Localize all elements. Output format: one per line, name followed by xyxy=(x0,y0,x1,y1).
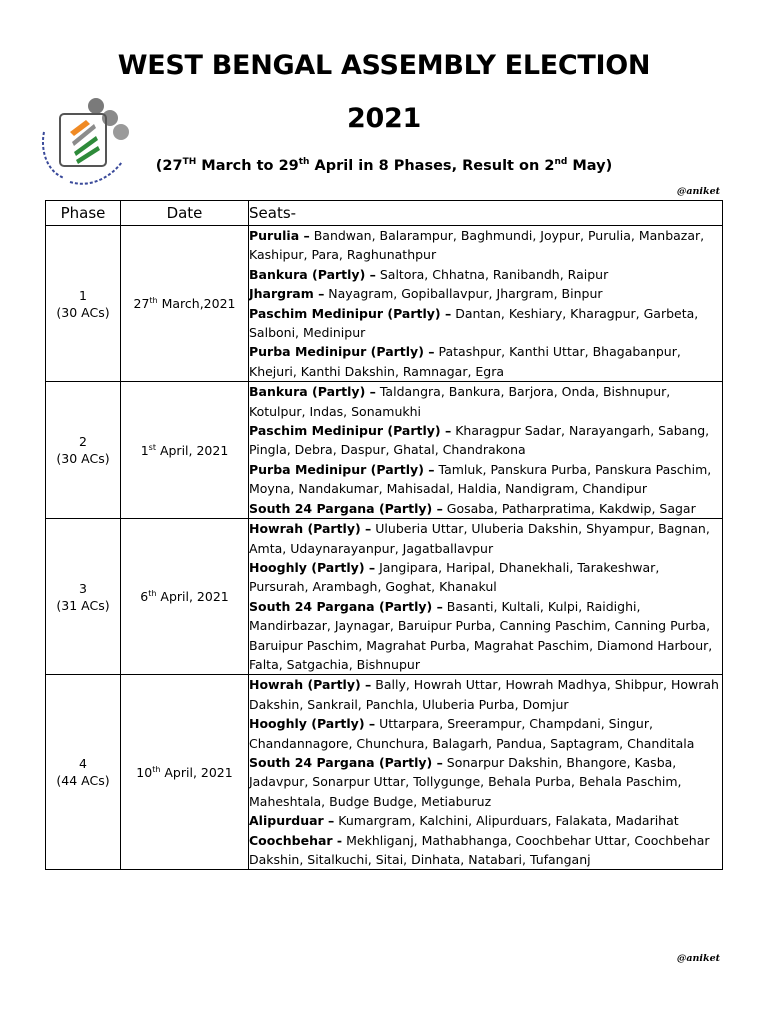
district-name: South 24 Pargana (Partly) – xyxy=(249,500,443,516)
schedule-summary: (27TH March to 29th April in 8 Phases, Result on 2nd May) xyxy=(155,157,613,174)
district-name: Howrah (Partly) – xyxy=(249,677,372,693)
seat-group xyxy=(249,714,722,753)
constituency-list: Taldangra, Bankura, Barjora, Onda, Bishnupur, Kotulpur, Indas, Sonamukhi xyxy=(249,384,671,419)
author-credit: @aniket xyxy=(676,186,720,197)
column-header-seats: Seats- xyxy=(249,201,723,226)
table-row xyxy=(46,675,723,870)
phase-cell xyxy=(46,382,121,519)
constituency-list: Bandwan, Balarampur, Baghmundi, Joypur, Purulia, Manbazar, Kashipur, Para, Raghunathpur xyxy=(249,228,705,263)
phase-cell xyxy=(46,226,121,382)
table-row xyxy=(46,519,723,675)
phase-cell xyxy=(46,519,121,675)
seat-group xyxy=(249,499,722,518)
seat-group xyxy=(249,342,722,381)
date-day: 10 xyxy=(136,764,153,780)
district-name: Purba Medinipur (Partly) – xyxy=(249,344,435,360)
election-schedule-table xyxy=(45,200,723,870)
date-cell xyxy=(121,675,249,870)
date-cell xyxy=(121,519,249,675)
constituency-list: Uttarpara, Sreerampur, Champdani, Singur, Chandannagore, Chunchura, Balagarh, Pandua, Saptagram, Chanditala xyxy=(249,716,695,751)
seat-group xyxy=(249,558,722,597)
district-name: Howrah (Partly) – xyxy=(249,521,372,537)
page-title-year: 2021 xyxy=(347,103,421,134)
column-header-phase: Phase xyxy=(46,201,121,226)
constituency-list: Sonarpur Dakshin, Bhangore, Kasba, Jadavpur, Sonarpur Uttar, Tollygunge, Behala Purba, Behala Paschim, Maheshtala, Budge Budge, Metiaburuz xyxy=(249,754,682,809)
district-name: Hooghly (Partly) – xyxy=(249,716,376,732)
date-ordinal: th xyxy=(152,764,161,774)
seat-group xyxy=(249,597,722,675)
phase-number: 1 xyxy=(79,287,87,303)
date-ordinal: th xyxy=(149,296,158,306)
seat-group xyxy=(249,284,722,303)
seats-cell xyxy=(249,675,723,870)
district-name: Coochbehar - xyxy=(249,832,343,848)
district-name: Jhargram – xyxy=(249,286,325,302)
constituency-list: Patashpur, Kanthi Uttar, Bhagabanpur, Khejuri, Kanthi Dakshin, Ramnagar, Egra xyxy=(249,344,681,379)
seat-group xyxy=(249,753,722,811)
constituency-list: Tamluk, Panskura Purba, Panskura Paschim, Moyna, Nandakumar, Mahisadal, Haldia, Nandigram, Chandipur xyxy=(249,461,712,497)
constituency-list: Kumargram, Kalchini, Alipurduars, Falakata, Madarihat xyxy=(334,813,679,829)
column-header-date: Date xyxy=(121,201,249,226)
table-header-row xyxy=(46,201,723,226)
seats-cell xyxy=(249,519,723,675)
date-month-year: April, 2021 xyxy=(160,764,233,780)
seats-cell xyxy=(249,382,723,519)
constituency-list: Basanti, Kultali, Kulpi, Raidighi, Mandirbazar, Jaynagar, Baruipur Purba, Canning Paschim, Canning Purba, Baruipur Paschim, Magrahat Purba, Magrahat Paschim, Diamond Harbour, Falta, Satgachia, Bishnupur xyxy=(249,598,713,672)
district-name: Paschim Medinipur (Partly) – xyxy=(249,423,452,439)
date-day: 1 xyxy=(140,442,149,458)
author-credit-bottom: @aniket xyxy=(676,953,720,964)
seat-group xyxy=(249,382,722,421)
constituency-list: Dantan, Keshiary, Kharagpur, Garbeta, Salboni, Medinipur xyxy=(249,305,699,341)
district-name: Bankura (Partly) – xyxy=(249,384,376,400)
table-row xyxy=(46,226,723,382)
district-name: Hooghly (Partly) – xyxy=(249,559,376,575)
date-month-year: April, 2021 xyxy=(156,589,229,605)
phase-cell xyxy=(46,675,121,870)
seat-group xyxy=(249,811,722,830)
date-day: 27 xyxy=(133,296,150,312)
seat-group xyxy=(249,675,722,714)
date-cell xyxy=(121,382,249,519)
district-name: South 24 Pargana (Partly) – xyxy=(249,598,443,614)
seat-group xyxy=(249,460,722,499)
seats-cell xyxy=(249,226,723,382)
phase-number: 3 xyxy=(79,580,87,596)
date-ordinal: th xyxy=(148,589,157,599)
seat-group xyxy=(249,226,722,265)
phase-number: 2 xyxy=(79,434,87,450)
district-name: Purulia – xyxy=(249,228,310,243)
date-ordinal: st xyxy=(148,442,156,452)
constituency-list: Jangipara, Haripal, Dhanekhali, Tarakeshwar, Pursurah, Arambagh, Goghat, Khanakul xyxy=(249,559,660,595)
district-name: South 24 Pargana (Partly) – xyxy=(249,754,443,770)
district-name: Alipurduar – xyxy=(249,813,335,829)
phase-ac-count: (30 ACs) xyxy=(56,451,110,467)
district-name: Bankura (Partly) – xyxy=(249,266,376,282)
date-day: 6 xyxy=(140,589,149,605)
page-title: WEST BENGAL ASSEMBLY ELECTION xyxy=(117,50,651,81)
constituency-list: Bally, Howrah Uttar, Howrah Madhya, Shibpur, Howrah Dakshin, Sankrail, Panchla, Uluberia Purba, Domjur xyxy=(249,677,719,712)
date-cell xyxy=(121,226,249,382)
constituency-list: Gosaba, Patharpratima, Kakdwip, Sagar xyxy=(442,500,696,516)
seat-group xyxy=(249,421,722,460)
district-name: Purba Medinipur (Partly) – xyxy=(249,461,435,477)
seat-group xyxy=(249,265,722,284)
phase-ac-count: (31 ACs) xyxy=(56,597,110,613)
constituency-list: Saltora, Chhatna, Ranibandh, Raipur xyxy=(375,266,609,282)
table-row xyxy=(46,382,723,519)
constituency-list: Kharagpur Sadar, Narayangarh, Sabang, Pingla, Debra, Daspur, Ghatal, Chandrakona xyxy=(249,423,710,458)
phase-ac-count: (44 ACs) xyxy=(56,773,110,789)
seat-group xyxy=(249,304,722,343)
phase-number: 4 xyxy=(79,756,87,772)
constituency-list: Uluberia Uttar, Uluberia Dakshin, Shyampur, Bagnan, Amta, Udaynarayanpur, Jagatballavpur xyxy=(249,521,710,556)
constituency-list: Nayagram, Gopiballavpur, Jhargram, Binpur xyxy=(324,286,603,302)
date-month-year: March,2021 xyxy=(157,296,236,312)
phase-ac-count: (30 ACs) xyxy=(56,304,110,320)
district-name: Paschim Medinipur (Partly) – xyxy=(249,305,452,321)
seat-group xyxy=(249,519,722,558)
seat-group xyxy=(249,831,722,870)
constituency-list: Mekhliganj, Mathabhanga, Coochbehar Uttar, Coochbehar Dakshin, Sitalkuchi, Sitai, Dinhata, Natabari, Tufanganj xyxy=(249,832,710,867)
date-month-year: April, 2021 xyxy=(155,442,229,458)
